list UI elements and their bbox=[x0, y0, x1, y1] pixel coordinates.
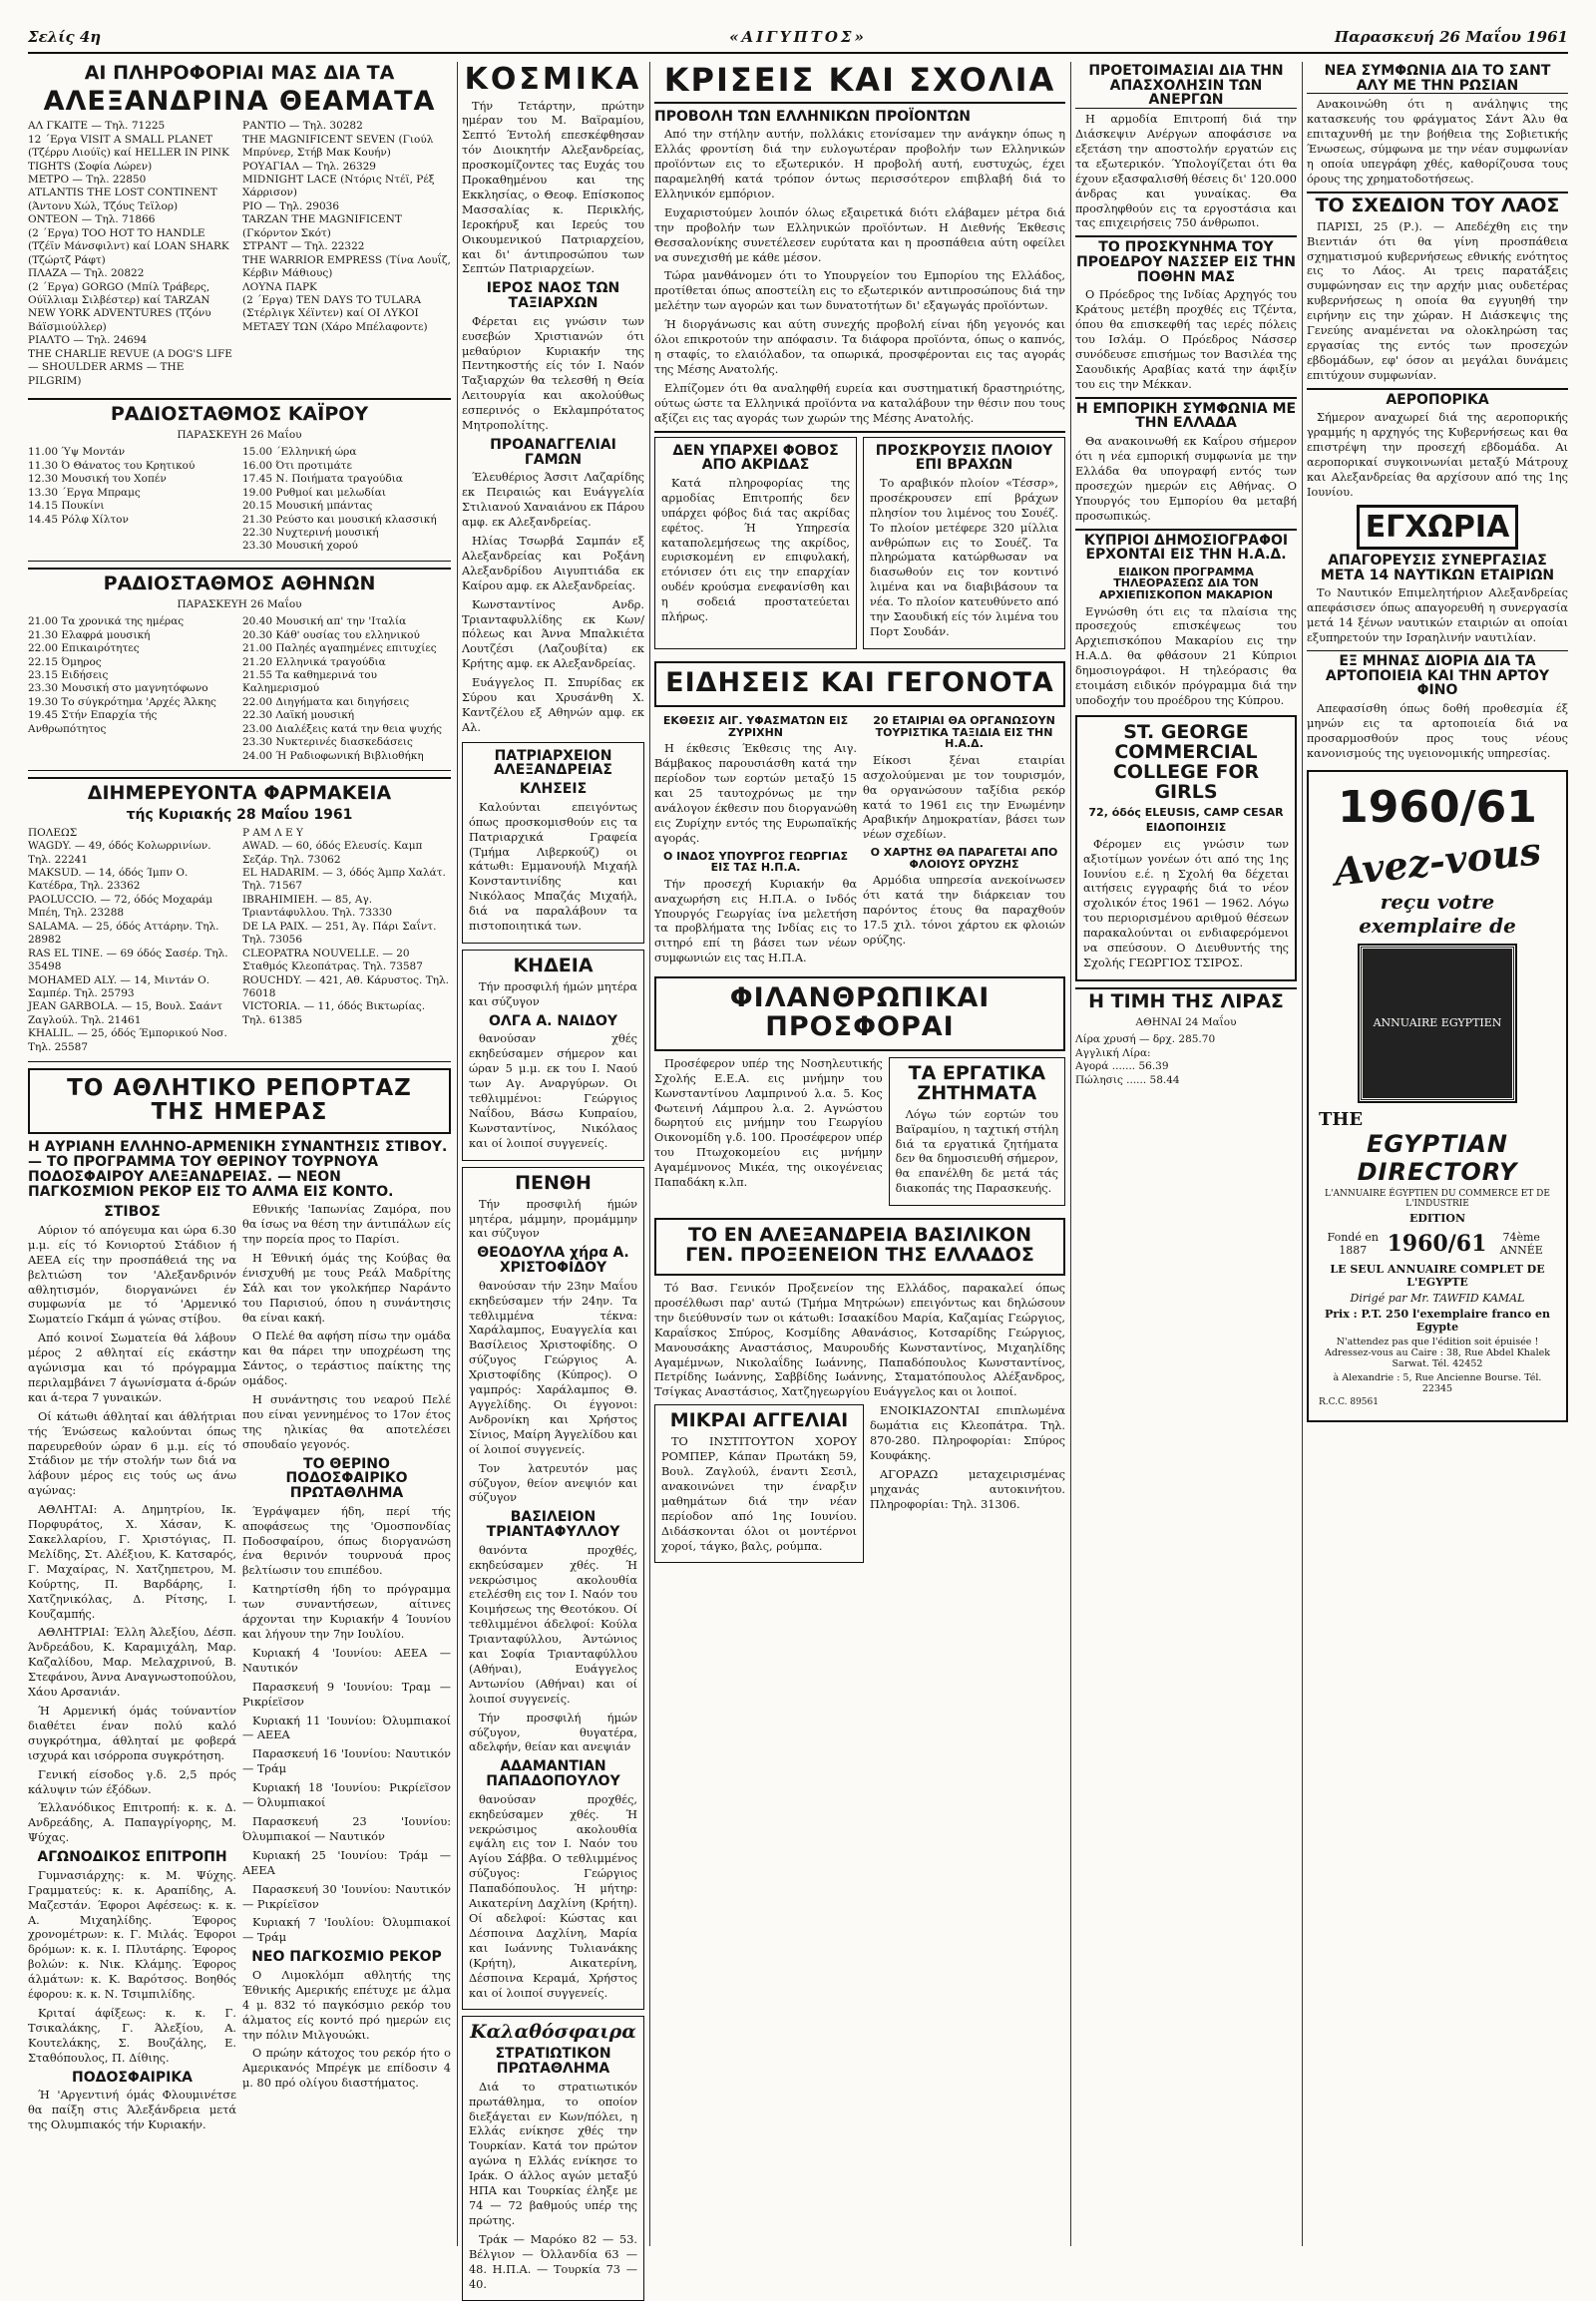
charity-title: ΦΙΛΑΝΘΡΩΠΙΚΑΙ ΠΡΟΣΦΟΡΑΙ bbox=[729, 982, 991, 1042]
sports-left-paragraph: Ή 'Αργεντινή όμάς Φλουμινέτσε θα παίξη στις Άλεξάνδρεια μετά της Ολυμπιακός τήν Κυριακήν. bbox=[28, 2089, 236, 2132]
ad-edition-label: EDITION bbox=[1408, 1211, 1466, 1225]
news-1-title: ΕΚΘΕΣΙΣ ΑΙΓ. ΥΦΑΣΜΑΤΩΝ ΕΙΣ ΖΥΡΙΧΗΝ bbox=[662, 714, 849, 739]
mourning-text-1: θανούσαν τήν 23ην Μαΐου εκηδεύσαμεν τήν 24ην. Τα τεθλιμμένα τέκνα: Χαράλαμπος, Ευαγγελία και Βασίλειος Χριστοφίδης. Ο σύζυγος Γεώργιος Α. Χριστοφίδης (Κύπρος). Ο γαμπρός: Χαράλαμπος Θ. Αγγελίδης. Οι έγγονοι: Ανδρονίκη και Χρήστος Σίνιος, Μαίρη Άγγελίδου και οί λοιποί συγγενείς. bbox=[469, 1279, 637, 1456]
unemployed-text: Η αρμοδία Επιτροπή διά την Διάσκεψιν Ανέργων αποφάσισε να εξετάση την αποστολήν εργατών εις τα εξωτερικόν. Ύπολογίζεται ότι θα έχουν εξασφαλισθή θέσεις δι' 120.000 άνδρας και γυναίκας. Θα προσληφθούν εις τα εργοστάσια και τας επιχειρήσεις 750 άνθρωποι. bbox=[1075, 113, 1297, 230]
sports-right-paragraph: Ο πρώην κάτοχος του ρεκόρ ήτο ο Αμερικανός Μπρέγκ με επίδοσιν 4 μ. 80 πρό ολίγου διαστήματος. bbox=[242, 2047, 451, 2091]
sports-right-paragraph: Κυριακή 7 'Ιουλίου: Όλυμπιακοί — Τράμ bbox=[242, 1916, 451, 1945]
ad-address-1: N'attendez pas que l'édition soit épuisée ! Adressez-vous au Caire : 38, Rue Abdel Khalek Sarwat. Tél. 42452 bbox=[1324, 1336, 1550, 1369]
sports-right-paragraph: Η συνάντησις του νεαρού Πελέ που είναι γεννημένος το 17ον έτος της ηλικίας θα αποτελέσει σπουδαίο γεγονός. bbox=[242, 1393, 451, 1451]
sports-right-paragraph: Κατηρτίσθη ήδη το πρόγραμμα των συναντήσεων, αίτινες άρχονται την Κυριακήν 4 Ίουνίου και λήγουν την 7ην Ιουλίου. bbox=[242, 1583, 451, 1641]
kosmika-title: ΚΟΣΜΙΚΑ bbox=[464, 62, 642, 97]
news-4-title: Ο ΧΑΡΤΗΣ ΘΑ ΠΑΡΑΓΕΤΑΙ ΑΠΟ ΦΛΟΙΟΥΣ ΟΡΥΖΗΣ bbox=[870, 846, 1058, 871]
column-rule bbox=[457, 62, 458, 2246]
sports-left-paragraph: Ή Αρμενική όμάς τούναντίον διαθέτει έναν πολύ καλό συγκρότημα, άθληταί με φοβερά ισχυρά και ισόρροπα συγκρότηση. bbox=[28, 1704, 236, 1762]
radio-athens-date: ΠΑΡΑΣΚΕΥΗ 26 Μαΐου bbox=[177, 597, 302, 610]
ad-edition: 1960/61 bbox=[1387, 1230, 1487, 1257]
basketball-scores: Τράκ — Μαρόκο 82 — 53. Βέλγιον — Όλλανδία 63 — 48. Η.Π.Α. — Τουρκία 73 — 40. bbox=[469, 2232, 637, 2291]
classifieds-title: ΜΙΚΡΑΙ ΑΓΓΕΛΙΑΙ bbox=[669, 1409, 849, 1432]
headline-theaters-a: ΑΙ ΠΛΗΡΟΦΟΡΙΑΙ ΜΑΣ ΔΙΑ ΤΑ bbox=[84, 62, 395, 84]
mourning-intro-2: Τον λατρευτόν μας σύζυγον, θείον ανεψιόν και σύζυγον bbox=[469, 1461, 637, 1505]
journalists-title: ΚΥΠΡΙΟΙ ΔΗΜΟΣΙΟΓΡΑΦΟΙ ΕΡΧΟΝΤΑΙ ΕΙΣ ΤΗΝ Η.Α.Δ. bbox=[1075, 529, 1297, 563]
column-rule bbox=[1302, 62, 1303, 2246]
aswan-text: Ανακοινώθη ότι η ανάληψις της κατασκευής του φράγματος Σάντ Άλυ θα επιταχυνθή με την βοήθεια της Σοβιετικής Ένωσεως, σύμφωνα με την νέαν συμφωνίαν η οποία υπεγράφη χθές, καθορίζουσα τους όρους της χρηματοδοτήσεως. bbox=[1307, 98, 1568, 186]
cinema-listings bbox=[28, 120, 451, 392]
sports-left-paragraph: Έλλανόδικος Επιτροπή: κ. κ. Δ. Ανδρεάδης, Α. Παπαγρίγορης, Μ. Ψύχας. bbox=[28, 1801, 236, 1845]
radio-athens-right: 20.40 Μουσική απ' την 'Ιταλία 20.30 Κάθ' ουσίας του ελληνικού 21.00 Παληές αγαπημένες επιτυχίες 21.20 Ελληνικά τραγούδια 21.55 Τα καθημερινά του Καλημερισμού 22.00 Διηγήματα και διηγήσεις 22.30 Λαϊκή μουσική 23.00 Διαλέξεις κατά την θεια ψυχής 23.30 Νυκτερινές διασκεδάσεις 24.00 Ή Ραδιοφωνική Βιβλιοθήκη bbox=[242, 615, 443, 762]
sports-right-paragraph: Η Έθνική όμάς της Κούβας θα ένισχυθή με τους Ρεάλ Μαδρίτης Σάλ και τον γκολκήπερ Ναράντο του Παρισιού, όπου η συνάντησις θα είναι κακή. bbox=[242, 1251, 451, 1325]
nasser-text: Ο Πρόεδρος της Ινδίας Αρχηγός του Κράτους μετέβη προχθές εις Τζέντα, όπου θα επισκεφθή τας ιερές πόλεις του Ισλάμ. Ο Πρόεδρος Νάσσερ συνόδευσε επισήμως τον Βασιλέα της Σαουδικής Αραβίας κατά την άφιξίν του εις την Μέκκαν. bbox=[1075, 288, 1297, 391]
funeral-intro: Τήν προσφιλή ήμών μητέρα και σύζυγον bbox=[469, 979, 637, 1008]
trade-text: Θα ανακοινωθή εκ Καΐρου σήμερον ότι η νέα εμπορική συμφωνία με την Ελλάδα θα υπογραφή εντός των προσεχών ημερών εις Αθήνας. Ο Υπουργός του Εμπορίου θα μεταβή προσωπικώς. bbox=[1075, 435, 1297, 523]
column-news-a bbox=[1075, 62, 1297, 2246]
kosmika-items bbox=[462, 100, 644, 736]
news-title: ΕΙΔΗΣΕΙΣ ΚΑΙ ΓΕΓΟΝΟΤΑ bbox=[665, 666, 1054, 698]
classifieds-text: ΤΟ ΙΝΣΤΙΤΟΥΤΟΝ ΧΟΡΟΥ ΡΟΜΠΕΡ, Κάπαν Πρωτάκη 59, Βουλ. Ζαγλούλ, έναντι Σεσιλ, ανακοινώνει την έναρξιν μαθημάτων διά την νέαν περίοδον από 1ης Ιουνίου. Διδάσκονται όλοι οι μοντέρνοι χοροί, τάγκο, βαλς, ρούμπα. bbox=[661, 1435, 857, 1553]
sports-left-heading: ΣΤΙΒΟΣ bbox=[104, 1204, 161, 1221]
news-2-title: Ο ΙΝΔΟΣ ΥΠΟΥΡΓΟΣ ΓΕΩΡΓΙΑΣ ΕΙΣ ΤΑΣ Η.Π.Α. bbox=[662, 849, 848, 875]
kosmika-paragraph: Ευάγγελος Π. Σπυρίδας εκ Σύρου και Χρυσάνθη Χ. Καντζέλου εξ Αθηνών αμφ. εκ Αλ. bbox=[462, 676, 644, 734]
mourning-name-1: ΘΕΟΔΟΥΛΑ χήρα Α. ΧΡΙΣΤΟΦΙΔΟΥ bbox=[477, 1245, 629, 1277]
ad-script-2: reçu votre exemplaire de bbox=[1359, 889, 1516, 938]
paper-name: «ΑΙΓΥΠΤΟΣ» bbox=[729, 28, 867, 46]
kosmika-heading: ΙΕΡΟΣ ΝΑΟΣ ΤΩΝ ΤΑΞΙΑΡΧΩΝ bbox=[486, 280, 620, 312]
funeral-title: ΚΗΔΕΙΑ bbox=[513, 955, 594, 976]
sports-right-paragraph: Κυριακή 11 'Ιουνίου: Όλυμπιακοί — ΑΕΕΑ bbox=[242, 1714, 451, 1742]
radio-cairo-right: 15.00 ΄Ελληνική ώρα 16.00 Ότι προτιμάτε 17.45 Ν. Ποιήματα τραγούδια 19.00 Ρυθμοί και μελωδίαι 20.15 Μουσική μπάντας 21.30 Ρεύστο και μουσική κλασσική 22.30 Νυχτερινή μουσική 23.30 Μουσική χορού bbox=[242, 446, 437, 553]
basketball-subtitle: ΣΤΡΑΤΙΩΤΙΚΟΝ ΠΡΩΤΑΘΛΗΜΑ bbox=[495, 2046, 611, 2078]
issue-date: Παρασκευή 26 Μαΐου 1961 bbox=[1334, 28, 1568, 46]
sports-right-heading: ΤΟ ΘΕΡΙΝΟ ΠΟΔΟΣΦΑΙΡΙΚΟ ΠΡΩΤΑΘΛΗΜΑ bbox=[285, 1455, 408, 1502]
pound-date: ΑΘΗΝΑΙ 24 Μαΐου bbox=[1135, 1015, 1237, 1028]
aswan-title: ΝΕΑ ΣΥΜΦΩΝΙΑ ΔΙΑ ΤΟ ΣΑΝΤ ΑΛΥ ΜΕ ΤΗΝ ΡΩΣΙΑΝ bbox=[1307, 64, 1568, 94]
sports-right-paragraph: Παρασκευή 30 'Ιουνίου: Ναυτικόν — Ρικρίεϊσον bbox=[242, 1882, 451, 1911]
radio-athens-left: 21.00 Τα χρονικά της ημέρας 21.30 Ελαφρά μουσική 22.00 Επικαιρότητες 22.15 Όμηρος 23.15 Ειδήσεις 23.30 Μουσική στο μαγνητόφωνο 19.30 Το σύγκρότημα 'Αρχές Άλκης 19.45 Στήν Επαρχία τής Ανθρωπότητος bbox=[28, 615, 216, 735]
bakery-title: ΕΞ ΜΗΝΑΣ ΔΙΟΡΙΑ ΔΙΑ ΤΑ ΑΡΤΟΠΟΙΕΙΑ ΚΑΙ ΤΗΝ ΑΡΤΟΥ ΦΙΝΟ bbox=[1307, 650, 1568, 698]
sports-right-paragraph: Κυριακή 4 'Ιουνίου: ΑΕΕΑ — Ναυτικόν bbox=[242, 1646, 451, 1675]
comments-title: ΚΡΙΣΕΙΣ ΚΑΙ ΣΧΟΛΙΑ bbox=[663, 61, 1056, 99]
sports-title: ΤΟ ΑΘΛΗΤΙΚΟ ΡΕΠΟΡΤΑΖ ΤΗΣ ΗΜΕΡΑΣ bbox=[67, 1075, 412, 1126]
sports-left-paragraph: Από κοινοί Σωματεία θά λάβουν μέρος 2 αθληταί είς εκάστην αγώνισμα και τό πρόγραμμα περιλαμβάνει 7 άγωνίσματα ά-δρών και ά-τερα 7 γυναικών. bbox=[28, 1332, 236, 1404]
masthead bbox=[28, 28, 1568, 54]
news-4-text: Αρμόδια υπηρεσία ανεκοίνωσεν ότι κατά την διάρκειαν του παρόντος έτους θα παραχθούν 17.5 χιλ. τόνοι χάρτου εκ φλοιών ορύζης. bbox=[863, 874, 1065, 947]
ad-script-1: Avez-vous bbox=[1332, 827, 1543, 895]
ad-annee: 74ème ANNÉE bbox=[1499, 1230, 1543, 1257]
patriarchate-text: Καλούνται επειγόντως όπως προσκομισθούν εις τα Πατριαρχικά Γραφεία (Τμήμα Λιβερκούζ) οι κάτωθι: Εμμανουήλ Μιχαήλ Κονσταντινίδης και Νικόλαος Μπαζάς Μιχαήλ, διά να παραλάβουν τα πιστοποιητικά των. bbox=[469, 800, 637, 934]
ad-complete: LE SEUL ANNUAIRE COMPLET DE L'EGYPTE bbox=[1330, 1262, 1545, 1289]
ship-title: ΠΡΟΣΚΡΟΥΣΙΣ ΠΛΟΙΟΥ ΕΠΙ ΒΡΑΧΩΝ bbox=[875, 442, 1053, 474]
lead-heading: ΠΡΟΒΟΛΗ ΤΩΝ ΕΛΛΗΝΙΚΩΝ ΠΡΟΪΟΝΤΩΝ bbox=[654, 108, 972, 125]
mourning-name-3: ΑΔΑΜΑΝΤΙΑΝ ΠΑΠΑΔΟΠΟΥΛΟΥ bbox=[486, 1758, 620, 1790]
directory-advertisement bbox=[1307, 770, 1568, 1422]
sports-right-paragraph: Κυριακή 18 'Ιουνίου: Ρικρίεϊσον — Όλυμπιακοί bbox=[242, 1781, 451, 1810]
kosmika-paragraph: Κωνσταντίνος Ανδρ. Τριανταφυλλίδης εκ Κων/πόλεως και Άννα Μπαλκιέτα Λουτζέσι (Λαζουβίτα) εκ Κρήτης αμφ. εκ Αλεξανδρείας. bbox=[462, 597, 644, 671]
bakery-text: Απεφασίσθη όπως δοθή προθεσμία έξ μηνών εις τα αρτοποιεία διά να προσαρμοσθούν προς τους νέους κανονισμούς της υγειονομικής υπηρεσίας. bbox=[1307, 701, 1568, 760]
sports-left-paragraph: Οί κάτωθι άθληταί και άθλήτριαι τής Ένώσεως καλούνται όπως παρευρεθούν ώραν 6 μ.μ. είς τό Στάδιον με τήν στολήν των διά να λάβουν μέρος εις τούς ως άνω αγώνας: bbox=[28, 1409, 236, 1498]
basketball-title: Καλαθόσφαιρα bbox=[470, 2021, 636, 2044]
pharmacies-left: ΠΟΛΕΩΣ WAGDY. — 49, όδός Κολωρρινίων. Τηλ. 22241 MAKSUD. — 14, όδός Ίμπν Ο. Κατέδρα, Τηλ. 23362 PAOLUCCIO. — 72, όδός Μοχαράμ Μπέη, Τηλ. 23288 SALAMA. — 25, όδός Αττάρην. Τηλ. 28982 RAS EL TINE. — 69 όδός Σασέρ. Τηλ. 35498 MOHAMED ALY. — 14, Μιντάν Ο. Σαμπέρ. Τηλ. 25793 JEAN GARBOLA. — 15, Βουλ. Σαάντ Ζαγλούλ. Τηλ. 21461 KHALIL. — 25, όδός Έμπορικού Νοσ. Τηλ. 25587 bbox=[28, 826, 228, 1053]
ad-the: THE bbox=[1319, 1108, 1364, 1130]
sports-right-paragraph: Παρασκευή 9 'Ιουνίου: Τραμ — Ρικρίεϊσον bbox=[242, 1680, 451, 1709]
column-news-b bbox=[1307, 62, 1568, 2246]
sports-left-paragraph: Γενική είσοδος γ.δ. 2,5 πρός κάλυψιν τών έξόδων. bbox=[28, 1767, 236, 1796]
sports-right-paragraph: Παρασκευή 23 'Ιουνίου: Όλυμπιακοί — Ναυτικόν bbox=[242, 1814, 451, 1843]
sports-right-paragraph: Εθνικής 'Ιαπωνίας Ζαμόρα, που θα ίσως να θέση την άντιπάλων είς την πορεία προς το Παρίσι. bbox=[242, 1203, 451, 1246]
cinema-list-left: ΑΛ ΓΚΑΙΤΕ — Τηλ. 71225 12 ΄Εργα VISIT A SMALL PLANET (Τζέρρυ Λιούϊς) καί HELLER IN PINK TIGHTS (Σοφία Λώρεν) ΜΕΤΡΟ — Τηλ. 22850 ATLANTIS THE LOST CONTINENT (Άντονυ Χώλ, Τζόυς Τεϊλορ) ΟΝΤΕΟΝ — Τηλ. 71866 (2 ΄Εργα) TOO HOT TO HANDLE (Τζέϊν Μάνσφιλντ) καί LOAN SHARK (Τζώρτζ Ράφτ) ΠΛΑΖΑ — Τηλ. 20822 (2 ΄Εργα) GORGO (Μπίλ Τράβερς, Ούϊλλιαμ Σιλβέστερ) καί TARZAN NEW YORK ADVENTURES (Τζόνυ Βάϊσμιούλλερ) ΡΙΑΛΤΟ — Τηλ. 24694 THE CHARLIE REVUE (A DOG'S LIFE — SHOULDER ARMS — THE PILGRIM) bbox=[28, 120, 232, 387]
sports-left-paragraph: Γυμνασιάρχης: κ. Μ. Ψύχης. Γραμματεύς: κ. κ. Αραπίδης, Α. Μαζεστάν. Έφοροι Αφέσεως: κ. κ. Α. Μιχαηλίδης. Έφορος χρονομέτρων: κ. Γ. Μιλάς. Έφοροι δρόμων: κ. κ. Ι. Πλυτάρης. Έφορος βολών: κ. Νικ. Κλάμης. Έφορος άλμάτων: κ. Κ. Βαρότσος. Βοηθός έφορου: κ. κ. Ν. Τσιμπιλίδης. bbox=[28, 1868, 236, 2002]
pound-rates: Λίρα χρυσή — δρχ. 285.70 Αγγλική Λίρα: Αγορά ....... 56.39 Πώλησις ...... 58.44 bbox=[1075, 1033, 1216, 1086]
ad-subtitle: L'ANNUAIRE ÉGYPTIEN DU COMMERCE ET DE L'INDUSTRIE bbox=[1325, 1188, 1550, 1209]
column-social bbox=[462, 62, 644, 2291]
sports-left-paragraph: ΑΘΛΗΤΑΙ: Α. Δημητρίου, Ικ. Πορφυράτος, Χ. Χάσαν, Κ. Σακελλαρίου, Γ. Χριστόγιας, Π. Μελίδης, Στ. Αλέξιου, Κ. Κατσαρός, Γ. Μαχαίρας, Ν. Χατζηπετρου, Μ. Κούρτης, Π. Βαρδάρης, Ι. Χατζηνικόλας, Δ. Ρίτσης, Ι. Κουζαμπής. bbox=[28, 1503, 236, 1621]
sports-column-left bbox=[28, 1203, 236, 2137]
sports-right-paragraph: Έγράψαμεν ήδη, περί τής αποφάσεως της 'Ομοσπονδίας Ποδοσφαίρου, όπως διοργανώση ένα θερινόν τουρνουά προς βελτίωσιν του επιπέδου. bbox=[242, 1504, 451, 1578]
shipping-title: ΑΠΑΓΟΡΕΥΣΙΣ ΣΥΝΕΡΓΑΣΙΑΣ ΜΕΤΑ 14 ΝΑΥΤΙΚΩΝ ΕΤΑΙΡΙΩΝ bbox=[1320, 552, 1555, 583]
ad-founded: Fondé en 1887 bbox=[1327, 1230, 1379, 1257]
pharmacies-date: τής Κυριακής 28 Μαΐου 1961 bbox=[126, 807, 353, 824]
ad-brand: EGYPTIAN DIRECTORY bbox=[1357, 1129, 1518, 1186]
nasser-title: ΤΟ ΠΡΟΣΚΥΝΗΜΑ ΤΟΥ ΠΡΟΕΔΡΟΥ ΝΑΣΣΕΡ ΕΙΣ ΤΗΝ ΠΟΘΗΝ ΜΑΣ bbox=[1075, 235, 1297, 284]
basketball-text: Διά το στρατιωτικόν πρωτάθλημα, το οποίον διεξάγεται εν Κων/πόλει, η Ελλάς ενίκησε χθές την Τουρκίαν. Κατά τον πρώτον αγώνα η Ελλάς ενίκησε το Ιράκ. Ο άλλος αγών μεταξύ ΗΠΑ και Τουρκίας έληξε με 74 — 72 βαθμούς υπέρ της πρώτης. bbox=[469, 2080, 637, 2227]
column-rule bbox=[649, 62, 650, 2246]
labor-text: Λόγω τών εορτών του Βαϊραμίου, η ταχτική στήλη διά τα εργατικά ζητήματα δεν θα δημοσιευθή σήμερον, θα επανέλθη δε μετά τάς διακοπάς της Παρασκευής. bbox=[895, 1107, 1058, 1196]
sports-subtitle: Η ΑΥΡΙΑΝΗ ΕΛΛΗΝΟ-ΑΡΜΕΝΙΚΗ ΣΥΝΑΝΤΗΣΙΣ ΣΤΙΒΟΥ. — ΤΟ ΠΡΟΓΡΑΜΜΑ ΤΟΥ ΘΕΡΙΝΟΥ ΤΟΥΡΝΟΥΑ ΠΟΔΟΣΦΑΙΡΟΥ ΑΛΕΞΑΝΔΡΕΙΑΣ. — ΝΕΟΝ ΠΑΓΚΟΣΜΙΟΝ ΡΕΚΟΡ ΕΙΣ ΤΟ ΑΛΜΑ ΕΙΣ ΚΟΝΤΟ. bbox=[28, 1139, 448, 1200]
school-text: Φέρομεν εις γνώσιν των αξιοτίμων γονέων ότι από της 1ης Ιουνίου ε.έ. η Σχολή θα δέχεται αιτήσεις εγγραφής διά το νέον σχολικόν έτος 1961 — 1962. Λόγω του περιορισμένου αριθμού θέσεων παρακαλούνται οι ενδιαφερόμενοι να σπεύσουν. Ο Διευθυντής της Σχολής ΓΕΩΡΓΙΟΣ ΤΣΙΡΟΣ. bbox=[1083, 837, 1289, 969]
ad-price: Prix : P.T. 250 l'exemplaire franco en Egypte bbox=[1324, 1307, 1551, 1334]
sports-column-right bbox=[242, 1203, 451, 2137]
classified-rent: ΕΝΟΙΚΙΑΖΟΝΤΑΙ επιπλωμένα δωμάτια εις Κλεοπάτρα. Τηλ. 870-280. Πληροφορίαι: Σπύρος Κουφάκης. bbox=[870, 1404, 1065, 1462]
shipping-text: Το Ναυτικόν Επιμελητήριον Αλεξανδρείας απεφάσισεν όπως απαγορευθή η συνεργασία μετά 14 ξένων ναυτικών εταιριών αι οποίαι εξυπηρετούν την Ισραηλινήν ναυτιλίαν. bbox=[1307, 586, 1568, 644]
consulate-text: Τό Βασ. Γενικόν Προξενείον της Ελλάδος, παρακαλεί όπως προσέλθωσι παρ' αυτώ (Τμήμα Μητρώων) επειγόντως και δηλώσουν την διεύθυνσίν των οι κάτωθι: Ισαακίδου Μαρία, Καζαμίας Γεώργιος, Καραΐσκος Σπύρος, Κοσμίδης Αθανάσιος, Κοτσαρίδης Γεώργιος, Μανουσάκης Αναστάσιος, Μαυρουδής Κωνσταντίνος, Μιχαηλίδης Αγαμέμνων, Νικολαΐδης Ιωάννης, Παπαδόπουλος Κωνσταντίνος, Πετρίδης Ιωάννης, Σαββίδης Ιωάννης, Σταματόπουλος Αλέξανδρος, Τσίγκας Αναστάσιος, Χατζηγεωργίου Ευάγγελος και οι λοιποί. bbox=[654, 1282, 1065, 1399]
column-comments bbox=[654, 62, 1065, 2246]
aviation-text: Σήμερον αναχωρεί διά της αεροπορικής γραμμής η αρχηγός της Κυβερνήσεως και θα επιστρέψη την προσεχή εβδομάδα. Αι αεροπορικαί συγκοινωνίαι μεταξύ Μάτρουχ και Αλεξανδρείας θα αρχίσουν από της 1ης Ιουνίου. bbox=[1307, 411, 1568, 499]
ad-director: Dirigé par Mr. TAWFID KAMAL bbox=[1350, 1291, 1525, 1305]
school-name: ST. GEORGE COMMERCIAL COLLEGE FOR GIRLS bbox=[1112, 720, 1260, 803]
mourning-intro-3: Τήν προσφιλή ήμών σύζυγον, θυγατέρα, αδελφήν, θείαν και ανεψιάν bbox=[469, 1711, 637, 1754]
pound-title: Η ΤΙΜΗ ΤΗΣ ΛΙΡΑΣ bbox=[1075, 987, 1297, 1012]
laos-text: ΠΑΡΙΣΙ, 25 (Ρ.). — Απεδέχθη εις την Βιεντιάν ότι θα γίνη προσπάθεια σχηματισμού κυβερνήσεως εθνικής ενότητος εις το Λάος. Αι τρεις παρατάξεις συμφώνησαν εις την αρχήν μιας ουδετέρας κυβερνήσεως η οποία θα εγγυηθή την ειρήνην εις την χώραν. Η Διάσκεψις της Γενεύης αναμένεται να ολοκληρώση τας εργασίας της εντός των προσεχών εβδομάδων, εφ' όσον αι μεγάλαι δυνάμεις επιτύχουν συμφωνίαν. bbox=[1307, 219, 1568, 382]
kosmika-heading: ΠΡΟΑΝΑΓΓΕΛΙΑΙ ΓΑΜΩΝ bbox=[490, 437, 616, 468]
locust-text: Κατά πληροφορίας της αρμοδίας Επιτροπής δεν υπάρχει φόβος διά τας ακρίδας εφέτος. Ή Υπηρεσία καταπολεμήσεως της ακρίδος, ευρισκομένη εν επιφυλακή, ετόνισεν ότι εις την επαρχίαν ουδέν κρούσμα ενεφανίσθη και η σοδειά προστατεύεται πλήρως. bbox=[661, 476, 850, 624]
radio-cairo-title: ΡΑΔΙΟΣΤΑΘΜΟΣ ΚΑΪΡΟΥ bbox=[110, 403, 369, 426]
locust-title: ΔΕΝ ΥΠΑΡΧΕΙ ΦΟΒΟΣ ΑΠΟ ΑΚΡΙΔΑΣ bbox=[672, 442, 839, 474]
sports-right-paragraph: Παρασκευή 16 'Ιουνίου: Ναυτικόν — Τράμ bbox=[242, 1747, 451, 1776]
labor-title: ΤΑ ΕΡΓΑΤΙΚΑ ΖΗΤΗΜΑΤΑ bbox=[908, 1061, 1046, 1104]
laos-title: ΤΟ ΣΧΕΔΙΟΝ ΤΟΥ ΛΑΟΣ bbox=[1307, 192, 1568, 216]
sports-right-paragraph: Ο Πελέ θα αφήση πίσω την ομάδα και θα πάρει την υποχρέωση της Σάντος, ο τεράστιος παίκτης της ομάδος. bbox=[242, 1330, 451, 1388]
ad-rc: R.C.C. 89561 bbox=[1319, 1396, 1379, 1407]
unemployed-title: ΠΡΟΕΤΟΙΜΑΣΙΑΙ ΔΙΑ ΤΗΝ ΑΠΑΣΧΟΛΗΣΙΝ ΤΩΝ ΑΝΕΡΓΩΝ bbox=[1075, 64, 1297, 109]
trade-title: Η ΕΜΠΟΡΙΚΗ ΣΥΜΦΩΝΙΑ ΜΕ ΤΗΝ ΕΛΛΑΔΑ bbox=[1075, 397, 1297, 431]
lead-paragraph: Τώρα μανθάνομεν ότι το Υπουργείον του Εμπορίου της Ελλάδος, προτίθεται όπως αποστείλη εις το εξωτερικόν αντιπροσώπους διά την μελέτην των αγορών και των δυνατοτήτων δι' εξαγωγάς προϊόντων. bbox=[654, 269, 1065, 313]
lead-paragraph: Ελπίζομεν ότι θα αναληφθή ευρεία και συστηματική δραστηριότης, ούτως ώστε τα Ελληνικά προϊόντα να καταλάβουν την θέσιν που τους αξίζει εις τας αγοράς των χωρών της Μέσης Ανατολής. bbox=[654, 381, 1065, 425]
kosmika-paragraph: Ηλίας Τσωρβά Σαμπάν εξ Αλεξανδρείας και Ροξάνη Αλεξανδρίδου Αιγυπτιάδα εκ Καίρου αμφ. εκ Αλεξανδρείας. bbox=[462, 535, 644, 592]
headline-theaters-b: ΑΛΕΞΑΝΔΡΙΝΑ ΘΕΑΜΑΤΑ bbox=[43, 85, 436, 117]
lead-paragraph: Ευχαριστούμεν λοιπόν όλως εξαιρετικά διότι ελάβαμεν μέτρα διά την προβολήν των Ελληνικών προϊόντων. Η Διεθνής Έκθεσις Θεσσαλονίκης συνετέλεσεν ευρύτατα και η προσπάθεια αύτη οφείλει να συνεχισθή με κάθε μέσον. bbox=[654, 205, 1065, 264]
sports-left-paragraph: Αύριον τό απόγευμα και ώρα 6.30 μ.μ. είς τό Κονιορτού Στάδιον ή ΑΕΕΑ είς την προσπάθειά της να βελτιώση τον 'Αλεξανδρινόν αθλητισμόν, διοργανώνει έν συμφωνία με τό 'Αρμενικό Σωματείο Γκάμπ ά γώνας στίβου. bbox=[28, 1223, 236, 1327]
radio-cairo-date: ΠΑΡΑΣΚΕΥΗ 26 Μαΐου bbox=[177, 428, 302, 441]
journalists-text: Εγνώσθη ότι εις τα πλαίσια της προσεχούς επισκέψεως του Αρχιεπισκόπου Μακαρίου εις την Η.Α.Δ. θα φθάσουν 21 Κύπριοι δημοσιογράφοι. Η τηλεόρασις θα ετοιμάση ειδικόν πρόγραμμα διά την υποδοχήν του προέδρου της Κύπρου. bbox=[1075, 604, 1297, 707]
radio-athens-title: ΡΑΔΙΟΣΤΑΘΜΟΣ ΑΘΗΝΩΝ bbox=[103, 572, 376, 594]
column-rule bbox=[1070, 62, 1071, 2246]
patriarchate-subtitle: ΚΛΗΣΕΙΣ bbox=[519, 781, 588, 798]
sports-left-heading: ΑΓΩΝΟΔΙΚΟΣ ΕΠΙΤΡΟΠΗ bbox=[37, 1849, 227, 1866]
radio-cairo-left: 11.00 Ύψ Μοντάν 11.30 Ό Θάνατος του Κρητικού 12.30 Μουσική του Χοπέν 13.30 ΄Εργα Μπραμς 14.15 Πουκίνι 14.45 Ρόλφ Χίλτον bbox=[28, 446, 196, 526]
mourning-intro-1: Τήν προσφιλή ήμών μητέρα, μάμμην, προμάμμην και σύζυγον bbox=[469, 1197, 637, 1241]
sports-left-paragraph: Κριταί άφίξεως: κ. κ. Γ. Τσικαλάκης, Γ. Άλεξίου, Α. Κουτελάκης, Σ. Βουζάλης, Ε. Σταθόπουλος, Π. Δίθιης. bbox=[28, 2006, 236, 2065]
local-news-logo: ΕΓΧΩΡΙΑ bbox=[1357, 505, 1519, 550]
sports-left-paragraph: ΑΘΛΗΤΡΙΑΙ: Έλλη Άλεξίου, Δέσπ. Άνδρεάδου, Κ. Καραμιχάλη, Μαρ. Καζαλίδου, Μαρ. Μελαχρινού, Β. Στεφάνου, Άννα Αναγνωστοπούλου, Χάου Αρσανιάν. bbox=[28, 1626, 236, 1700]
school-subtitle: ΕΙΔΟΠΟΙΗΣΙΣ bbox=[1145, 821, 1227, 835]
ship-text: Το αραβικόν πλοίον «Τέσσρ», προσέκρουσεν επί βράχων πλησίον του λιμένος του Σουέζ. Το πλοίον μετέφερε 320 μίλλια ανθρώπων εις το Σουέζ. Τα πληρώματα κατώρθωσαν να διασωθούν εις τον κοντινό λιμένα και να διαβιβάσουν τα νέα. Το πλοίον κατευθύνετο από την Σαουδική είς τόν λιμένα του Πορτ Σουδάν. bbox=[870, 476, 1058, 638]
cinema-list-right: ΡΑΝΤΙΟ — Τηλ. 30282 THE MAGNIFICENT SEVEN (Γιούλ Μπρύνερ, Στήβ Μακ Κουήν) ΡΟΥΑΓΙΑΛ — Τηλ. 26329 MIDNIGHT LACE (Ντόρις Ντέϊ, Ρέξ Χάρρισον) ΡΙΟ — Τηλ. 29036 TARZAN THE MAGNIFICENT (Γκόρντον Σκότ) ΣΤΡΑΝΤ — Τηλ. 22322 THE WARRIOR EMPRESS (Τίνα Λουΐζ, Κέρβιν Μάθιους) ΛΟΥΝΑ ΠΑΡΚ (2 ΄Εργα) TEN DAYS TO TULARA (Στέρλιγκ Χέϊντεν) καί ΟΙ ΛΥΚΟΙ ΜΕΤΑΞΥ ΤΩΝ (Χάρο Μπέλαφοντε) bbox=[242, 120, 451, 333]
kosmika-paragraph: Φέρεται εις γνώσιν των ευσεβών Χριστιανών ότι μεθαύριον Κυριακήν της Πεντηκοστής είς τόν Ι. Ναόν Ταξιαρχών θα τελεσθή η Θεία Λειτουργία και ακολούθως εσπερινός ο Εκλαμπρότατος Μητροπολίτης. bbox=[462, 314, 644, 433]
sports-right-paragraph: Ο Λιμοκλόμπ αθλητής της Έθνικής Αμερικής επέτυχε με άλμα 4 μ. 832 τό παγκόσμιο ρεκόρ του άλματος είς κοντό πρό ημερών εις την πόλιν Μιλγουώκι. bbox=[242, 1968, 451, 2042]
column-entertainment bbox=[28, 62, 451, 2246]
aviation-title: ΑΕΡΟΠΟΡΙΚΑ bbox=[1307, 388, 1568, 408]
mourning-title: ΠΕΝΘΗ bbox=[515, 1171, 592, 1194]
lead-article bbox=[654, 128, 1065, 426]
kosmika-paragraph: Τήν Τετάρτην, πρώτην ημέραν του Μ. Βαϊραμίου, Σεπτό Έντολή επεσκέφθησαν τόν Διοικητήν Αλεξανδρείας, προσκομίζοντες τας Ευχάς του Προκαθημένου και της Εκκλησίας, ο Θεοφ. Επίσκοπος Μασσαλίας κ. Περικλής, Ιεροκήρυξ και Ιερεύς του Οικουμενικού Πατριαρχείου, και δι' άντιπροσώπου των Σεπτών Πατριαρχείων. bbox=[462, 99, 644, 276]
news-3-title: 20 ΕΤΑΙΡΙΑΙ ΘΑ ΟΡΓΑΝΩΣΟΥΝ ΤΟΥΡΙΣΤΙΚΑ ΤΑΞΙΔΙΑ ΕΙΣ ΤΗΝ Η.Α.Δ. bbox=[873, 714, 1055, 751]
kosmika-paragraph: Έλευθέριος Άσσιτ Λαζαρίδης εκ Πειραιώς και Ευάγγελία Στιλιανού Χαναιάνου εκ Πάρου αμφ. εκ Αλεξανδρείας. bbox=[462, 471, 644, 530]
consulate-title: ΤΟ ΕΝ ΑΛΕΞΑΝΔΡΕΙΑ ΒΑΣΙΛΙΚΟΝ ΓΕΝ. ΠΡΟΞΕΝΕΙΟΝ ΤΗΣ ΕΛΛΑΔΟΣ bbox=[685, 1224, 1034, 1267]
ad-address-2: à Alexandrie : 5, Rue Ancienne Bourse. Tél. 22345 bbox=[1333, 1371, 1542, 1394]
mourning-name-2: ΒΑΣΙΛΕΙΟΝ ΤΡΙΑΝΤΑΦΥΛΛΟΥ bbox=[486, 1509, 620, 1540]
directory-book-image bbox=[1360, 946, 1515, 1101]
sports-right-paragraph: Κυριακή 25 'Ιουνίου: Τράμ — ΑΕΕΑ bbox=[242, 1848, 451, 1877]
sports-left-heading: ΠΟΔΟΣΦΑΙΡΙΚΑ bbox=[71, 2069, 194, 2086]
ad-year: 1960/61 bbox=[1338, 781, 1537, 833]
funeral-text: θανούσαν χθές εκηδεύσαμεν σήμερον και ώραν 5 μ.μ. εκ του Ι. Ναού των Αγ. Αναργύρων. Οι τεθλιμμένοι: Γεώργιος Ναΐδου, Βάσω Κυπραίου, Κωνσταντίνος, Νικόλαος και οί λοιποί συγγενείς. bbox=[469, 1032, 637, 1150]
news-3-text: Είκοσι ξέναι εταιρίαι ασχολούμεναι με τον τουρισμόν, θα οργανώσουν ταξίδια ρεκόρ κατά το 1961 εις την Ενωμένην Αραβικήν Δημοκρατίαν, βάσει των νέων σχεδίων. bbox=[863, 753, 1065, 842]
ad-book-label: ANNUAIRE EGYPTIEN bbox=[1373, 1016, 1502, 1030]
journalists-subtitle: ΕΙΔΙΚΟΝ ΠΡΟΓΡΑΜΜΑ ΤΗΛΕΟΡΑΣΕΩΣ ΔΙΑ ΤΟΝ ΑΡΧΙΕΠΙΣΚΟΠΟΝ ΜΑΚΑΡΙΟΝ bbox=[1098, 565, 1274, 601]
charity-text: Προσέφερον υπέρ της Νοσηλευτικής Σχολής Ε.Ε.Α. εις μνήμην του Κωνσταντίνου Λαμπρινού λ.α. 5. Κος Φωτεινή Λάμπρου λ.α. 2. Αγνώστου δωρητού εις μνήμην του Γεωργίου Οικονομίδη γ.δ. 100. Προσέφερον υπέρ του Πτωχοκομείου εις μνήμην Αγαμέμνονος Μικέα, της οικογένειας Παπαδάκη κ.λπ. bbox=[654, 1056, 883, 1190]
lead-paragraph: Ή διοργάνωσις και αύτη συνεχής προβολή είναι ήδη γεγονός και όλοι επικροτούν την απόφασιν. Τα διάφορα προϊόντα, όπως ο καπνός, η σταφίς, το ελαιόλαδον, τα οπωρικά, προσφέρονται εις τας αγοράς της Μέσης Ανατολής. bbox=[654, 318, 1065, 376]
classified-buy: ΑΓΟΡΑΖΩ μεταχειρισμένας μηχανάς αυτοκινήτου. Πληροφορίαι: Τηλ. 31306. bbox=[870, 1467, 1065, 1511]
funeral-name: ΟΛΓΑ Α. ΝΑΙΔΟΥ bbox=[488, 1012, 618, 1029]
pharmacies-title: ΔΙΗΜΕΡΕΥΟΝΤΑ ΦΑΡΜΑΚΕΙΑ bbox=[87, 782, 392, 805]
sports-right-heading: ΝΕΟ ΠΑΓΚΟΣΜΙΟ ΡΕΚΟΡ bbox=[251, 1949, 442, 1966]
pharmacies-right: Ρ ΑΜ Λ Ε Υ AWAD. — 60, όδός Ελευσίς. Καμπ Σεζάρ. Τηλ. 73062 EL HADARIM. — 3, όδός Άμπρ Χαλάτ. Τηλ. 71567 IBRAHIMIEH. — 85, Αγ. Τριαντάφυλλου. Τηλ. 73330 DE LA PAIX. — 251, Άγ. Πάρι Σαΐντ. Τηλ. 73056 CLEOPATRA NOUVELLE. — 20 Σταθμός Κλεοπάτρας. Τηλ. 73587 ROUCHDY. — 421, Αθ. Κάρυστος. Τηλ. 76018 VICTORIA. — 11, όδός Βικτωρίας. Τηλ. 61385 bbox=[242, 826, 449, 1026]
school-address: 72, όδός ELEUSIS, CAMP CESAR bbox=[1088, 805, 1284, 819]
news-1-text: Η έκθεσις Έκθεσις της Αιγ. Βάμβακος παρουσιάσθη κατά την περίοδον των εορτών μεταξύ 15 και 25 ταυτοχρόνως με την ανάλογον έκθεσιν που διοργανώθη εις Ζυρίχην εντός της Ευρωπαϊκής αγοράς. bbox=[654, 742, 857, 845]
mourning-text-3: θανούσαν προχθές, εκηδεύσαμεν χθές. Ή νεκρώσιμος ακολουθία εψάλη εις τον Ι. Ναόν του Αγίου Σάββα. Ο τεθλιμμένος σύζυγος: Γεώργιος Παπαδόπουλος. Ή μήτηρ: Αικατερίνη Δαχλίνη (Κρήτη). Οί αδελφοί: Κώστας και Δέσποινα Δαχλίνη, Μαρία και Ιωάννης Τυλιανάκης (Κρήτη), Αικατερίνη, Δέσποινα Κεραμά, Χρήστος και οί λοιποί συγγενείς. bbox=[469, 1792, 637, 2000]
news-2-text: Τήν προσεχή Κυριακήν θα αναχωρήση εις Η.Π.Α. ο Ινδός Υπουργός Γεωργίας ίνα μελετήση τα προβλήματα της Ινδίας εις το σιτηρό επί τη βάσει των νέων συμφωνιών εις τας Η.Π.Α. bbox=[654, 877, 857, 965]
lead-paragraph: Από την στήλην αυτήν, πολλάκις ετονίσαμεν την ανάγκην όπως η Ελλάς φροντίση διά την ευλογωτέραν προβολήν των Ελληνικών προϊόντων εις το εξωτερικόν. Η προβολή αυτή, ευστυχώς, έχει παραμεληθή κατά τρόπον όντως περισσότερον επιβλαβή διά το Ελληνικόν εμπόριον. bbox=[654, 128, 1065, 200]
mourning-text-2: θανόντα προχθές, εκηδεύσαμεν χθές. Ή νεκρώσιμος ακολουθία ετελέσθη εις τον Ι. Ναόν του Κοιμήσεως της Θεοτόκου. Οί τεθλιμμένοι άδελφοί: Κούλα Τριανταφύλλου, Άντώνιος και Σοφία Τριανταφύλλου (Αθήναι), Ευάγγελος Αντωνίου (Αθήναι) και οί λοιποί συγγενείς. bbox=[469, 1543, 637, 1706]
patriarchate-title: ΠΑΤΡΙΑΡΧΕΙΟΝ ΑΛΕΞΑΝΔΡΕΙΑΣ bbox=[494, 747, 612, 779]
page-number: Σελίς 4η bbox=[28, 28, 102, 46]
